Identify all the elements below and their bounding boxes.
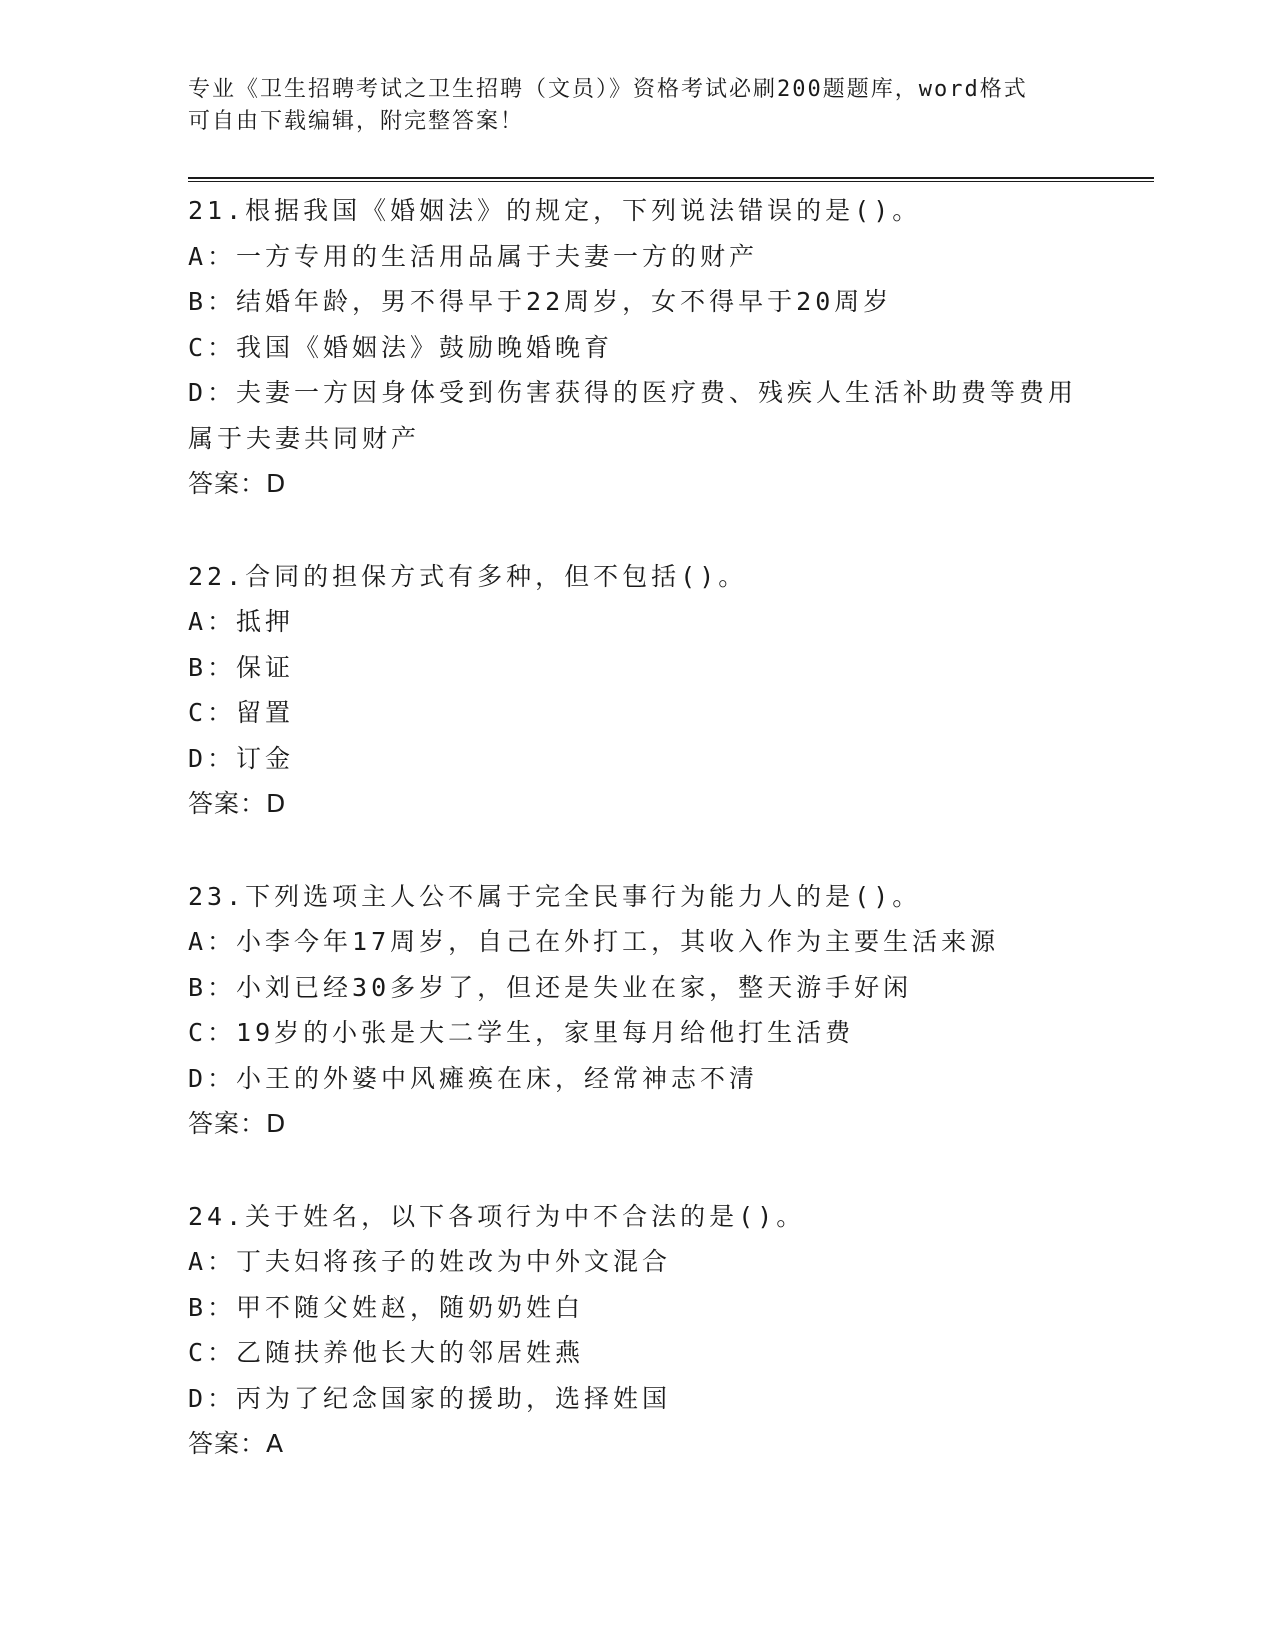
option-b: B：保证 bbox=[188, 652, 295, 682]
option-d-continued: 属于夫妻共同财产 bbox=[188, 423, 421, 453]
option-d: D：订金 bbox=[188, 743, 295, 773]
header-line-1: 专业《卫生招聘考试之卫生招聘（文员）》资格考试必刷200题题库，word格式 bbox=[188, 77, 1028, 102]
question-stem: 22.合同的担保方式有多种，但不包括()。 bbox=[188, 561, 748, 591]
option-d: D：夫妻一方因身体受到伤害获得的医疗费、残疾人生活补助费等费用 bbox=[188, 378, 1078, 407]
answer: 答案：D bbox=[188, 469, 287, 498]
option-c: C：留置 bbox=[188, 698, 295, 727]
question-23 bbox=[188, 874, 1088, 1147]
question-22 bbox=[188, 554, 1088, 827]
option-b: B：结婚年龄，男不得早于22周岁，女不得早于20周岁 bbox=[188, 287, 893, 316]
option-b: B：小刘已经30多岁了，但还是失业在家，整天游手好闲 bbox=[188, 972, 913, 1002]
option-a: A：丁夫妇将孩子的姓改为中外文混合 bbox=[188, 1247, 672, 1276]
question-24 bbox=[188, 1194, 1088, 1467]
document-header bbox=[188, 74, 1088, 138]
option-d: D：丙为了纪念国家的援助，选择姓国 bbox=[188, 1383, 672, 1413]
option-b: B：甲不随父姓赵，随奶奶姓白 bbox=[188, 1292, 585, 1322]
header-divider-thick bbox=[188, 177, 1154, 179]
question-21 bbox=[188, 188, 1088, 507]
option-a: A：一方专用的生活用品属于夫妻一方的财产 bbox=[188, 241, 759, 271]
question-stem: 24.关于姓名，以下各项行为中不合法的是()。 bbox=[188, 1201, 806, 1231]
answer: 答案：D bbox=[188, 789, 287, 818]
option-c: C：乙随扶养他长大的邻居姓燕 bbox=[188, 1338, 585, 1367]
answer: 答案：D bbox=[188, 1109, 287, 1138]
option-c: C：19岁的小张是大二学生，家里每月给他打生活费 bbox=[188, 1018, 855, 1047]
option-a: A：小李今年17周岁，自己在外打工，其收入作为主要生活来源 bbox=[188, 927, 1000, 956]
option-c: C：我国《婚姻法》鼓励晚婚晚育 bbox=[188, 332, 614, 362]
answer: 答案：A bbox=[188, 1429, 285, 1458]
question-stem: 21.根据我国《婚姻法》的规定，下列说法错误的是()。 bbox=[188, 196, 922, 225]
question-stem: 23.下列选项主人公不属于完全民事行为能力人的是()。 bbox=[188, 881, 922, 911]
header-divider-thin bbox=[188, 181, 1154, 182]
option-a: A：抵押 bbox=[188, 607, 295, 636]
option-d: D：小王的外婆中风瘫痪在床，经常神志不清 bbox=[188, 1063, 759, 1093]
question-list bbox=[188, 188, 1088, 1514]
header-line-2: 可自由下载编辑，附完整答案！ bbox=[188, 109, 525, 134]
